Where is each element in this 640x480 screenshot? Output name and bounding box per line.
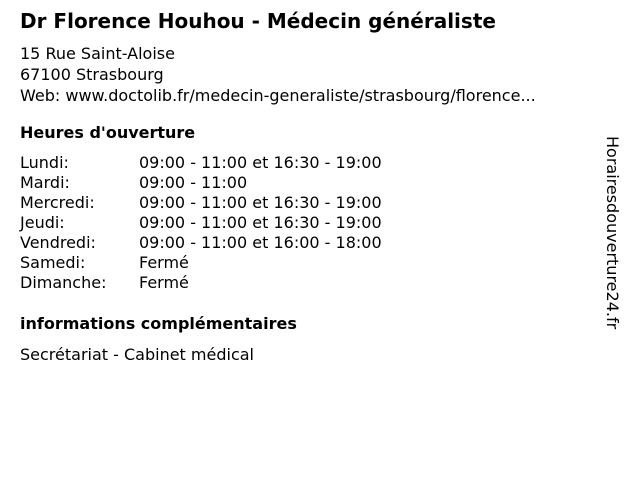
- day-label: Mardi:: [20, 173, 70, 192]
- day-label: Lundi:: [20, 153, 69, 172]
- opening-hours-heading: Heures d'ouverture: [20, 123, 196, 142]
- additional-info-heading: informations complémentaires: [20, 314, 297, 333]
- day-label: Mercredi:: [20, 193, 95, 212]
- hours-row-lundi: [20, 153, 382, 173]
- hours-row-mardi: [20, 173, 382, 193]
- address-block: [20, 43, 536, 106]
- opening-hours-table: [20, 153, 382, 293]
- hours-row-mercredi: [20, 193, 382, 213]
- page-title: Dr Florence Houhou - Médecin généraliste: [20, 9, 496, 33]
- site-brand-vertical: Horairesdouverture24.fr: [603, 136, 622, 330]
- hours-row-dimanche: [20, 273, 382, 293]
- day-hours: Fermé: [139, 273, 189, 292]
- address-street: 15 Rue Saint-Aloise: [20, 44, 175, 63]
- address-web: Web: www.doctolib.fr/medecin-generaliste/strasbourg/florence...: [20, 86, 536, 105]
- day-hours: 09:00 - 11:00 et 16:30 - 19:00: [139, 213, 382, 232]
- day-hours: 09:00 - 11:00 et 16:30 - 19:00: [139, 153, 382, 172]
- day-label: Vendredi:: [20, 233, 96, 252]
- hours-row-jeudi: [20, 213, 382, 233]
- day-label: Jeudi:: [20, 213, 65, 232]
- hours-row-samedi: [20, 253, 382, 273]
- day-label: Samedi:: [20, 253, 86, 272]
- address-city: 67100 Strasbourg: [20, 65, 164, 84]
- hours-row-vendredi: [20, 233, 382, 253]
- day-hours: 09:00 - 11:00 et 16:00 - 18:00: [139, 233, 382, 252]
- additional-info-text: Secrétariat - Cabinet médical: [20, 345, 254, 364]
- day-hours: 09:00 - 11:00: [139, 173, 248, 192]
- day-hours: 09:00 - 11:00 et 16:30 - 19:00: [139, 193, 382, 212]
- day-label: Dimanche:: [20, 273, 107, 292]
- day-hours: Fermé: [139, 253, 189, 272]
